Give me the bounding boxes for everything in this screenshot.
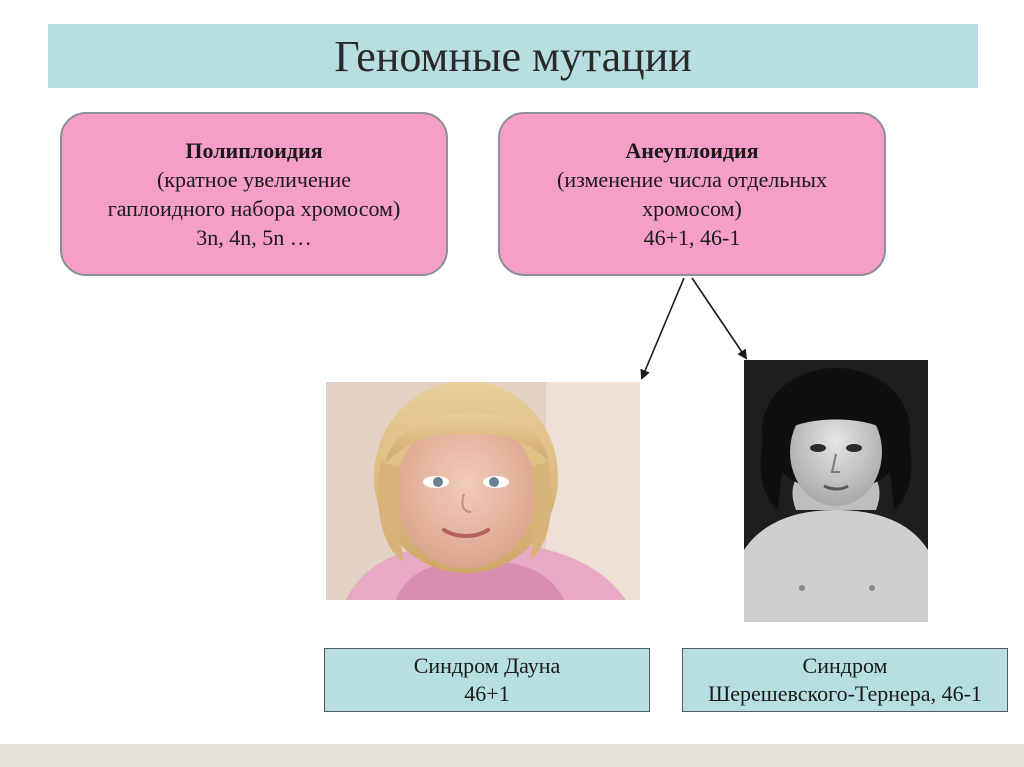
turner-syndrome-caption-line2: Шерешевского-Тернера, 46-1 (708, 681, 982, 706)
down-syndrome-caption-line1: Синдром Дауна (413, 653, 561, 678)
turner-syndrome-photo (744, 360, 928, 622)
polyploidy-box (60, 112, 448, 276)
aneuploidy-description-line2: хромосом) (642, 196, 742, 221)
title-bar (48, 24, 978, 88)
slide-title: Геномные мутации (334, 31, 692, 81)
down-syndrome-photo (326, 382, 640, 600)
aneuploidy-heading: Анеуплоидия (625, 138, 759, 163)
turner-syndrome-caption (682, 648, 1008, 712)
polyploidy-heading: Полиплоидия (185, 138, 323, 163)
down-syndrome-caption (324, 648, 650, 712)
down-syndrome-caption-line2: 46+1 (464, 681, 510, 706)
aneuploidy-description-line1: (изменение числа отдельных (557, 167, 827, 192)
polyploidy-description-line2: гаплоидного набора хромосом) (107, 196, 401, 221)
aneuploidy-examples: 46+1, 46-1 (643, 225, 741, 250)
turner-syndrome-caption-line1: Синдром (802, 653, 888, 678)
aneuploidy-box (498, 112, 886, 276)
polyploidy-examples: 3n, 4n, 5n … (196, 225, 312, 250)
arrow-to-turner-syndrome (692, 278, 746, 358)
footer-band (0, 744, 1024, 767)
polyploidy-description-line1: (кратное увеличение (156, 167, 352, 192)
arrow-to-down-syndrome (642, 278, 684, 378)
